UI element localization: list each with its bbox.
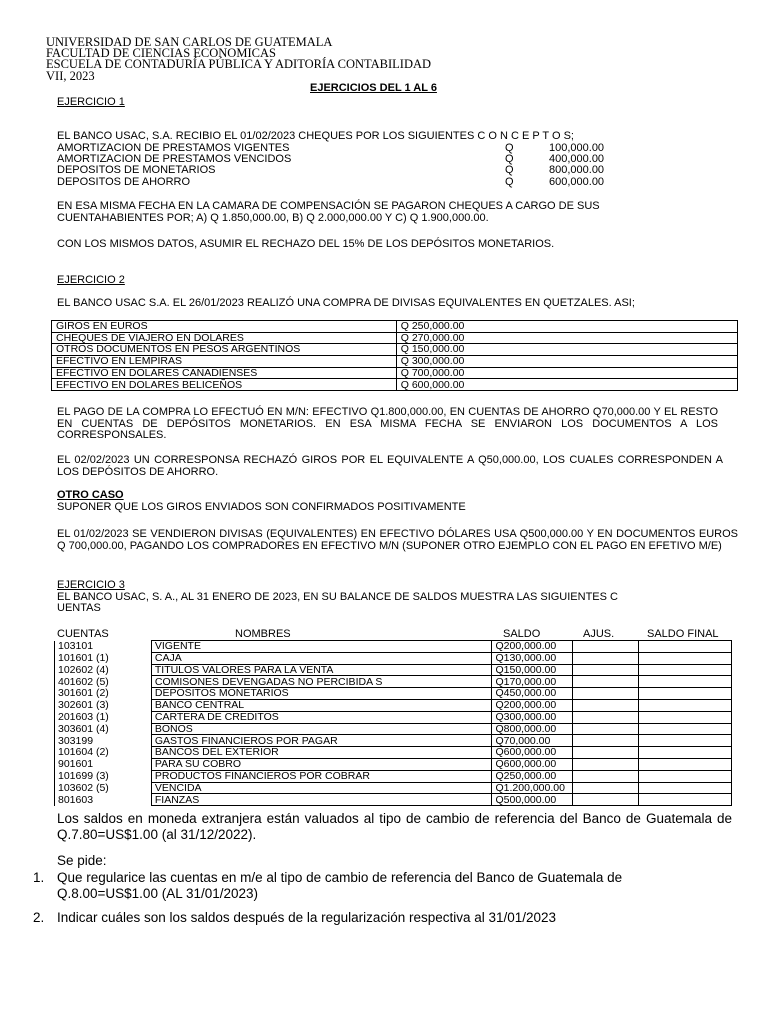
exercise-1-paragraph: EN ESA MISMA FECHA EN LA CAMARA DE COMPENSACIÓN SE PAGARON CHEQUES A CARGO DE SUS CUENTAHABIENTES POR; A) Q 1.850,000.00, B) Q 2.000,000.00 Y C) Q 1.900,000.00. (57, 200, 600, 224)
final-balance-cell (639, 758, 732, 770)
account-code: 103101 (55, 641, 152, 653)
account-balance: Q200,000.00 (492, 641, 573, 653)
concept-item: AMORTIZACION DE PRESTAMOS VIGENTES (57, 142, 290, 154)
account-code: 901601 (55, 758, 152, 770)
account-balance: Q250,000.00 (492, 770, 573, 782)
table-cell: Q 250,000.00 (396, 321, 737, 333)
concept-amount: 600,000.00 (549, 176, 605, 188)
concept-item: DEPOSITOS DE AHORRO (57, 176, 191, 188)
table-cell: GIROS EN EUROS (52, 321, 397, 333)
account-name: COMISONES DEVENGADAS NO PERCIBIDA S (151, 676, 492, 688)
account-code: 201603 (1) (55, 711, 152, 723)
table-row (55, 735, 732, 747)
concept-item: AMORTIZACION DE PRESTAMOS VENCIDOS (57, 153, 292, 165)
account-code: 301601 (2) (55, 688, 152, 700)
account-balance: Q800,000.00 (492, 723, 573, 735)
account-code: 101601 (1) (55, 652, 152, 664)
account-code: 103602 (5) (55, 782, 152, 794)
adjustment-cell (573, 794, 639, 806)
adjustment-cell (573, 770, 639, 782)
exercise-3-heading: EJERCICIO 3 (57, 579, 125, 591)
account-balance: Q130,000.00 (492, 652, 573, 664)
account-code: 303199 (55, 735, 152, 747)
exercise-1-paragraph-2: CON LOS MISMOS DATOS, ASUMIR EL RECHAZO DEL 15% DE LOS DEPÓSITOS MONETARIOS. (57, 238, 555, 250)
table-row (55, 676, 732, 688)
exercise-2-paragraph: EL PAGO DE LA COMPRA LO EFECTUÓ EN M/N: EFECTIVO Q1.800,000.00, EN CUENTAS DE AHORRO Q70,000.00 Y EL RESTO EN CUENTAS DE DEPÓSITOS MONETARIOS. EN ESA MISMA FECHA SE ENVIARON LOS DOCUMENTOS A LOS CORRESPONSALES. (57, 406, 718, 441)
table-row (55, 688, 732, 700)
account-name: CAJA (151, 652, 492, 664)
account-code: 303601 (4) (55, 723, 152, 735)
account-balance: Q170,000.00 (492, 676, 573, 688)
adjustment-cell (573, 747, 639, 759)
column-header-nombres: NOMBRES (235, 628, 291, 640)
exercise-1-heading: EJERCICIO 1 (57, 96, 125, 108)
exercise-1-intro: EL BANCO USAC, S.A. RECIBIO EL 01/02/2023 CHEQUES POR LOS SIGUIENTES C O N C E P T O S; (57, 130, 574, 142)
account-balance: Q150,000.00 (492, 664, 573, 676)
account-balance: Q600,000.00 (492, 747, 573, 759)
table-row (55, 747, 732, 759)
column-header-saldo: SALDO (503, 628, 541, 640)
table-cell: Q 700,000.00 (396, 367, 737, 379)
exercise-2-heading: EJERCICIO 2 (57, 274, 125, 286)
final-balance-cell (639, 652, 732, 664)
adjustment-cell (573, 641, 639, 653)
adjustment-cell (573, 699, 639, 711)
task-item (33, 910, 693, 926)
account-name: TITULOS VALORES PARA LA VENTA (151, 664, 492, 676)
other-case-heading: OTRO CASO (57, 489, 124, 501)
adjustment-cell (573, 735, 639, 747)
account-name: VIGENTE (151, 641, 492, 653)
account-code: 101604 (2) (55, 747, 152, 759)
final-balance-cell (639, 735, 732, 747)
account-balance: Q600,000.00 (492, 758, 573, 770)
concept-currency: Q (505, 176, 514, 188)
account-name: GASTOS FINANCIEROS POR PAGAR (151, 735, 492, 747)
table-row (55, 723, 732, 735)
table-row (52, 367, 738, 379)
adjustment-cell (573, 758, 639, 770)
final-balance-cell (639, 676, 732, 688)
table-cell: Q 300,000.00 (396, 356, 737, 368)
final-balance-cell (639, 747, 732, 759)
account-name: DEPOSITOS MONETARIOS (151, 688, 492, 700)
column-header-cuentas: CUENTAS (57, 628, 109, 640)
page-title: EJERCICIOS DEL 1 AL 6 (310, 82, 437, 94)
final-balance-cell (639, 641, 732, 653)
table-row (55, 641, 732, 653)
balance-table (54, 640, 732, 806)
account-code: 801603 (55, 794, 152, 806)
final-balance-cell (639, 699, 732, 711)
se-pide-label: Se pide: (57, 853, 107, 868)
account-balance: Q1.200,000.00 (492, 782, 573, 794)
task-number: 1. (33, 870, 45, 885)
concept-currency: Q (505, 164, 514, 176)
final-balance-cell (639, 770, 732, 782)
table-cell: EFECTIVO EN DOLARES CANADIENSES (52, 367, 397, 379)
table-cell: OTROS DOCUMENTOS EN PESOS ARGENTINOS (52, 344, 397, 356)
adjustment-cell (573, 723, 639, 735)
concept-item: DEPOSITOS DE MONETARIOS (57, 164, 216, 176)
table-row (52, 321, 738, 333)
table-cell: CHEQUES DE VIAJERO EN DOLARES (52, 332, 397, 344)
university-name: UNIVERSIDAD DE SAN CARLOS DE GUATEMALA (46, 35, 333, 49)
concept-amount: 800,000.00 (549, 164, 605, 176)
adjustment-cell (573, 782, 639, 794)
account-balance: Q70,000.00 (492, 735, 573, 747)
account-balance: Q450,000.00 (492, 688, 573, 700)
account-code: 401602 (5) (55, 676, 152, 688)
table-row (52, 356, 738, 368)
table-cell: Q 150,000.00 (396, 344, 737, 356)
faculty-name: FACULTAD DE CIENCIAS ECONOMICAS (46, 46, 276, 60)
account-name: CARTERA DE CREDITOS (151, 711, 492, 723)
account-name: PRODUCTOS FINANCIEROS POR COBRAR (151, 770, 492, 782)
other-case-line: SUPONER QUE LOS GIROS ENVIADOS SON CONFIRMADOS POSITIVAMENTE (57, 501, 466, 513)
table-row (55, 699, 732, 711)
table-row (55, 652, 732, 664)
column-header-saldo-final: SALDO FINAL (647, 628, 719, 640)
concept-currency: Q (505, 153, 514, 165)
task-text: Indicar cuáles son los saldos después de la regularización respectiva al 31/01/2023 (57, 910, 557, 925)
account-name: BANCOS DEL EXTERIOR (151, 747, 492, 759)
account-name: FIANZAS (151, 794, 492, 806)
exchange-rate-note: Los saldos en moneda extranjera están valuados al tipo de cambio de referencia del Banco de Guatemala de Q.7.80=US$1.00 (al 31/12/2022). (57, 811, 732, 842)
table-row (55, 758, 732, 770)
table-row (55, 664, 732, 676)
account-code: 101699 (3) (55, 770, 152, 782)
adjustment-cell (573, 664, 639, 676)
table-cell: EFECTIVO EN LEMPIRAS (52, 356, 397, 368)
final-balance-cell (639, 688, 732, 700)
school-name: ESCUELA DE CONTADURÍA PÚBLICA Y ADITORÍA CONTABILIDAD (46, 57, 432, 71)
adjustment-cell (573, 676, 639, 688)
concept-amount: 100,000.00 (549, 142, 605, 154)
task-item (33, 870, 693, 902)
final-balance-cell (639, 782, 732, 794)
table-row (55, 782, 732, 794)
table-row (55, 711, 732, 723)
table-row (55, 794, 732, 806)
account-name: PARA SU COBRO (151, 758, 492, 770)
final-balance-cell (639, 794, 732, 806)
exercise-3-intro-cont: UENTAS (57, 602, 101, 614)
table-cell: Q 600,000.00 (396, 379, 737, 391)
other-case-paragraph: EL 01/02/2023 SE VENDIERON DIVISAS (EQUIVALENTES) EN EFECTIVO DÓLARES USA Q500,000.00 Y EN DOCUMENTOS EUROS Q 700,000.00, PAGANDO LOS COMPRADORES EN EFECTIVO M/N (SUPONER OTRO EJEMPLO CON EL PAGO EN EFETIVO M/E) (57, 528, 738, 552)
exercise-2-intro: EL BANCO USAC S.A. EL 26/01/2023 REALIZÓ UNA COMPRA DE DIVISAS EQUIVALENTES EN QUETZALES. ASI; (57, 297, 635, 309)
task-text: Que regularice las cuentas en m/e al tipo de cambio de referencia del Banco de Guatemala de Q.8.00=US$1.00 (AL 31/01/2023) (57, 870, 623, 901)
account-balance: Q200,000.00 (492, 699, 573, 711)
exercise-3-intro: EL BANCO USAC, S. A., AL 31 ENERO DE 2023, EN SU BALANCE DE SALDOS MUESTRA LAS SIGUIENTES C (57, 591, 618, 603)
account-balance: Q300,000.00 (492, 711, 573, 723)
account-name: BONOS (151, 723, 492, 735)
concept-currency: Q (505, 142, 514, 154)
account-code: 102602 (4) (55, 664, 152, 676)
account-code: 302601 (3) (55, 699, 152, 711)
final-balance-cell (639, 711, 732, 723)
account-balance: Q500,000.00 (492, 794, 573, 806)
adjustment-cell (573, 688, 639, 700)
term-year: VII, 2023 (46, 69, 95, 83)
account-name: BANCO CENTRAL (151, 699, 492, 711)
exercise-2-paragraph-2: EL 02/02/2023 UN CORRESPONSA RECHAZÓ GIROS POR EL EQUIVALENTE A Q50,000.00, LOS CUALES CORRESPONDEN A LOS DEPÓSITOS DE AHORRO. (57, 454, 723, 478)
task-number: 2. (33, 910, 45, 925)
table-cell: Q 270,000.00 (396, 332, 737, 344)
table-row (52, 332, 738, 344)
table-row (55, 770, 732, 782)
final-balance-cell (639, 664, 732, 676)
table-cell: EFECTIVO EN DOLARES BELICEÑOS (52, 379, 397, 391)
table-row (52, 379, 738, 391)
account-name: VENCIDA (151, 782, 492, 794)
adjustment-cell (573, 711, 639, 723)
column-header-ajus: AJUS. (583, 628, 615, 640)
currency-purchase-table (51, 320, 738, 391)
table-row (52, 344, 738, 356)
concept-amount: 400,000.00 (549, 153, 605, 165)
final-balance-cell (639, 723, 732, 735)
adjustment-cell (573, 652, 639, 664)
